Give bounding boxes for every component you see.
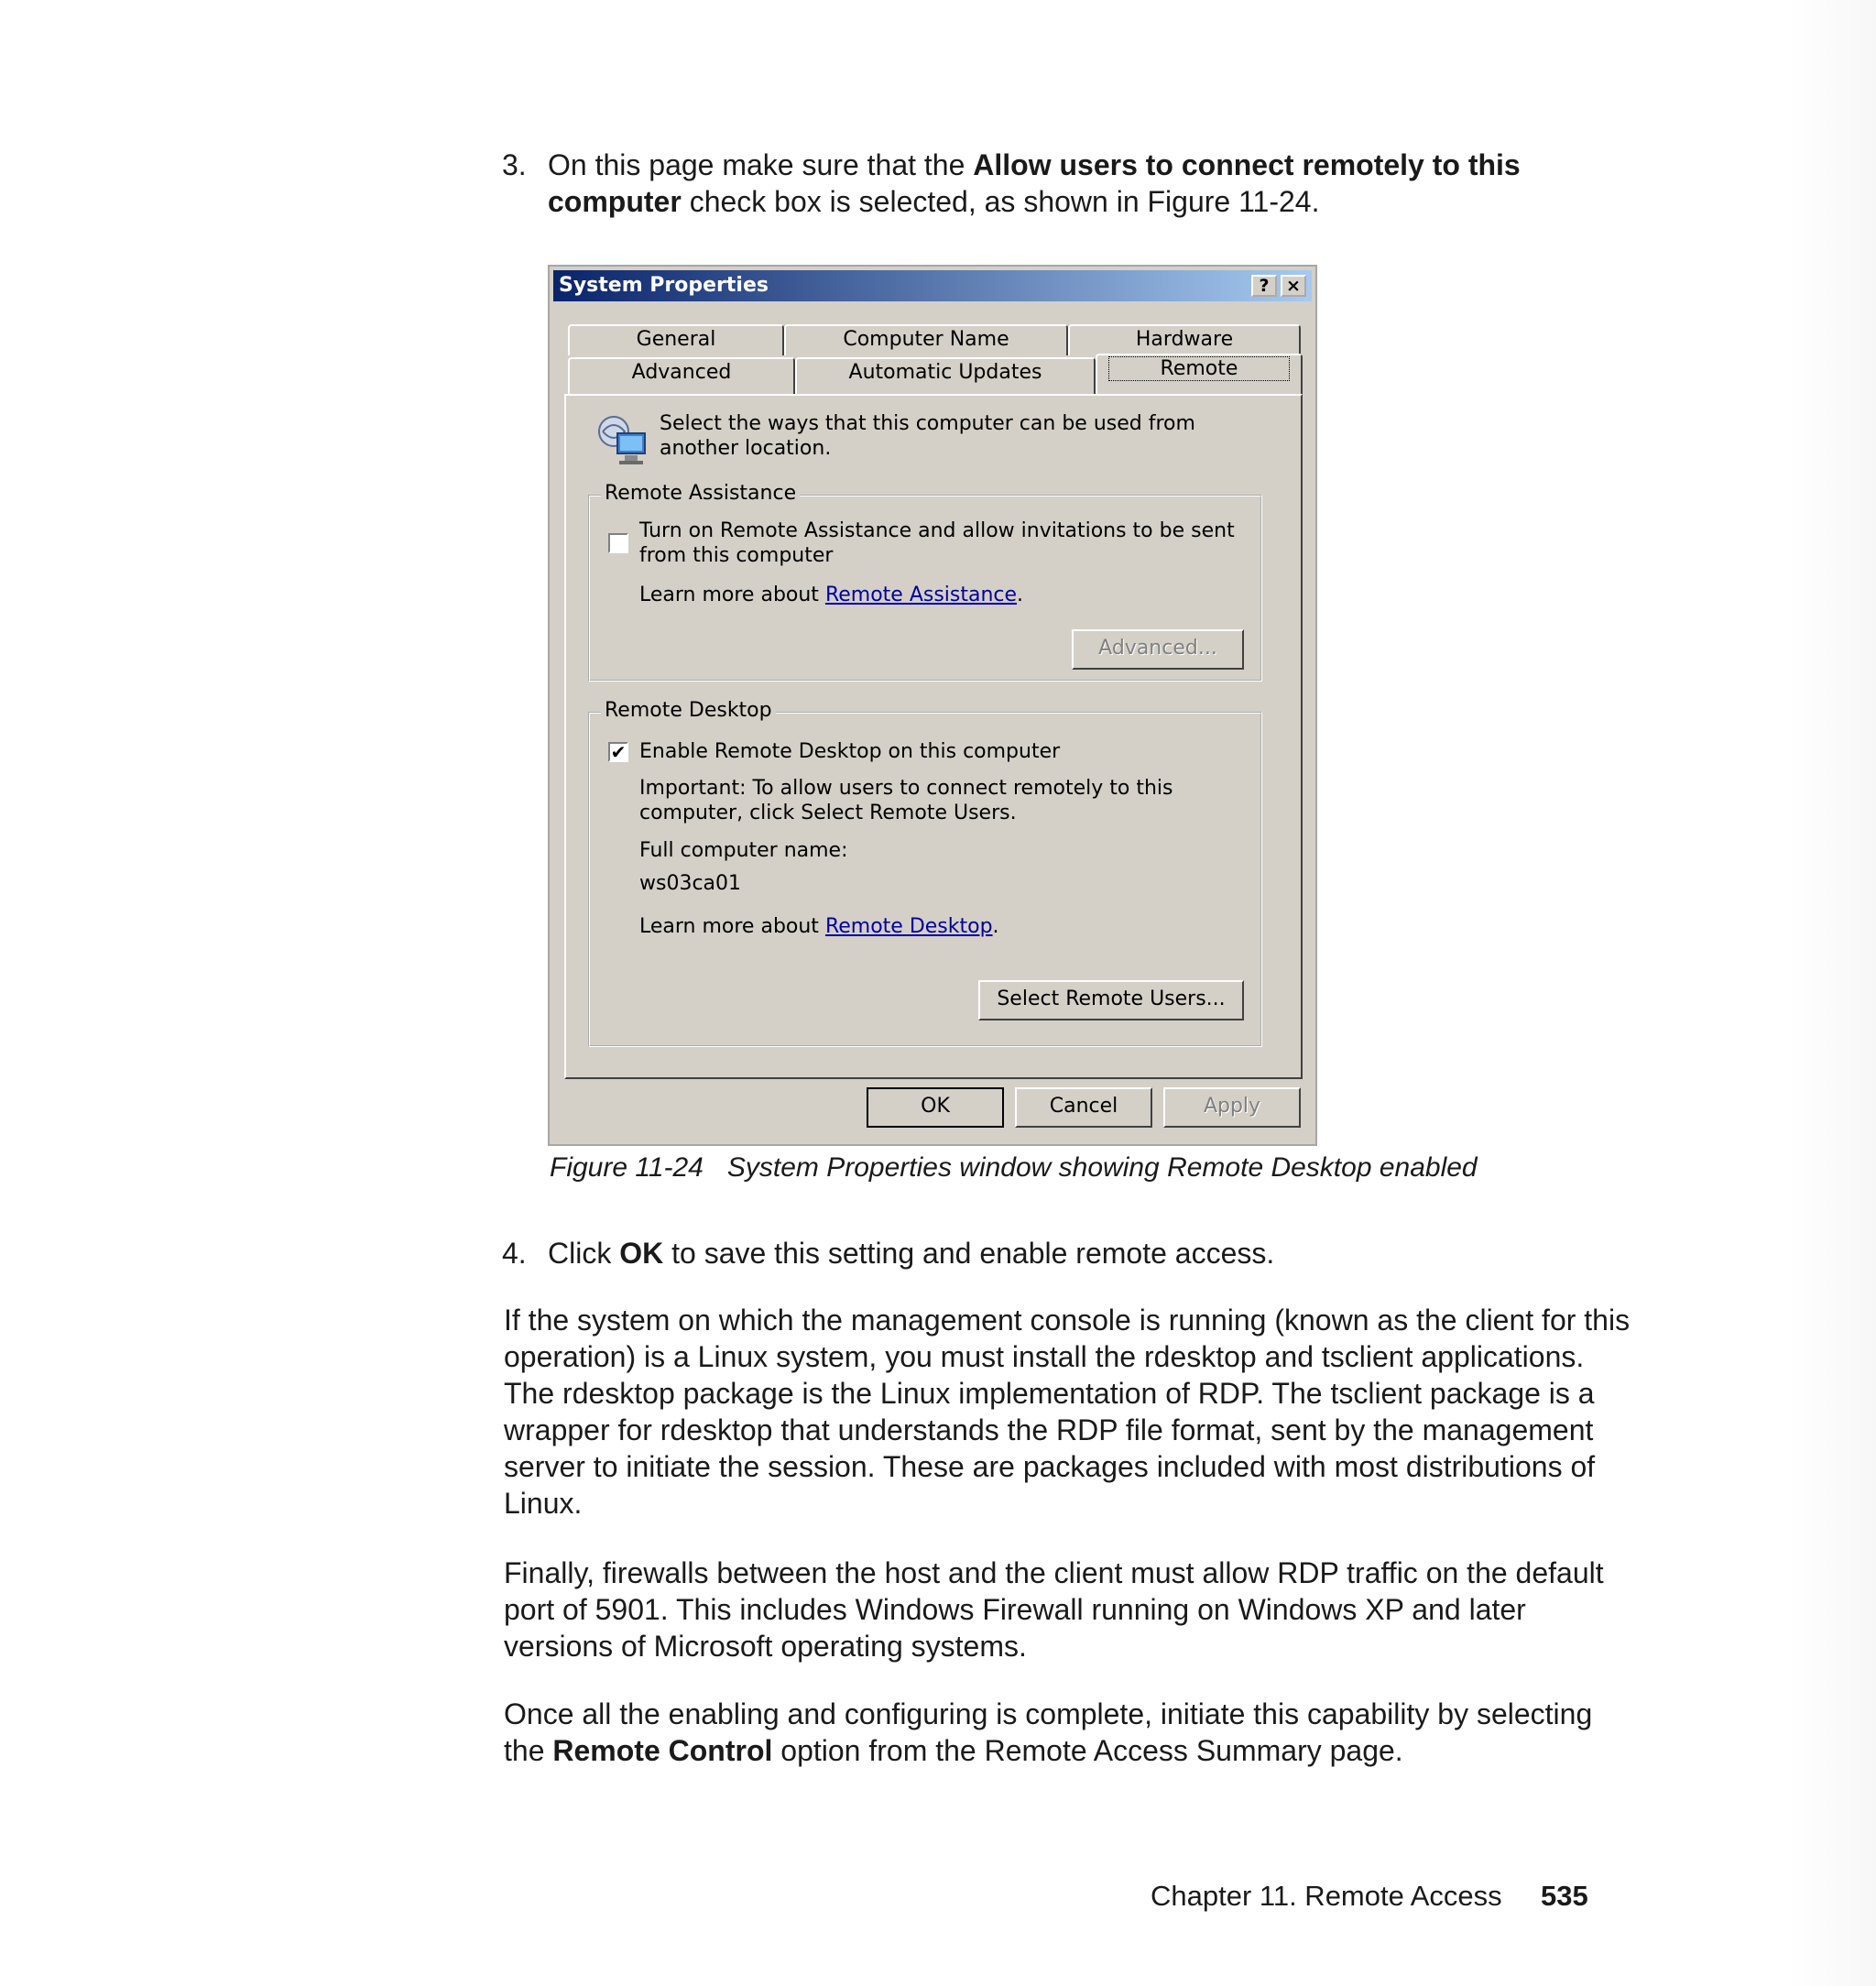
system-properties-dialog [548, 265, 1317, 1146]
remote-assistance-checkbox-label[interactable]: Turn on Remote Assistance and allow invitations to be sent from this computer [639, 519, 1235, 567]
step-4 [502, 1235, 1601, 1271]
close-button[interactable]: × [1281, 275, 1306, 297]
remote-desktop-link[interactable]: Remote Desktop [824, 915, 993, 938]
intro-text: Select the ways that this computer can be used from another location. [660, 412, 1195, 460]
title-bar[interactable] [553, 270, 1312, 301]
enable-remote-desktop-label[interactable]: Enable Remote Desktop on this computer [639, 740, 1061, 763]
step-3 [502, 147, 1601, 220]
step-text-bold: OK [619, 1237, 664, 1270]
tab-hardware[interactable]: Hardware [1068, 324, 1301, 355]
apply-button[interactable]: Apply [1163, 1087, 1301, 1128]
enable-remote-desktop-checkbox[interactable]: ✔ [608, 742, 628, 762]
full-computer-name-value: ws03ca01 [639, 872, 742, 895]
caption-text: System Properties window showing Remote Desktop enabled [726, 1152, 1478, 1183]
page-edge-shade [1786, 0, 1876, 1986]
step-text-post: to save this setting and enable remote access. [663, 1237, 1275, 1270]
tab-computer-name[interactable]: Computer Name [784, 324, 1068, 355]
tab-remote[interactable] [1096, 354, 1303, 396]
full-computer-name-label: Full computer name: [639, 839, 848, 862]
learn-more-prefix: Learn more about [639, 915, 825, 938]
remote-computer-icon [594, 411, 652, 470]
remote-desktop-label: Remote Desktop [601, 699, 776, 722]
step-text [548, 1235, 1629, 1271]
figure-caption [550, 1152, 1478, 1184]
remote-assistance-checkbox[interactable] [608, 533, 628, 553]
remote-assistance-link[interactable]: Remote Assistance [824, 584, 1018, 606]
caption-label: Figure 11-24 [550, 1152, 704, 1183]
step-number: 4. [502, 1237, 527, 1270]
learn-more-suffix: . [992, 915, 999, 938]
paragraph-remote-control [504, 1696, 1631, 1769]
important-note: Important: To allow users to connect remotely to this computer, click Select Remote Users. [639, 777, 1173, 824]
tab-advanced[interactable]: Advanced [568, 357, 795, 394]
tab-automatic-updates[interactable]: Automatic Updates [795, 357, 1096, 394]
dialog-title: System Properties [559, 274, 769, 297]
ok-button[interactable]: OK [867, 1087, 1004, 1128]
learn-more-prefix: Learn more about [639, 584, 825, 606]
step-number: 3. [502, 148, 527, 181]
tab-remote-label: Remote [1108, 356, 1291, 381]
remote-desktop-learn-more [639, 914, 999, 939]
tab-general[interactable]: General [568, 324, 784, 355]
step-text-bold: Allow users to connect remotely to this computer [548, 148, 1521, 218]
footer-chapter: Chapter 11. Remote Access [1151, 1880, 1502, 1912]
page-number: 535 [1541, 1880, 1588, 1912]
select-remote-users-button[interactable]: Select Remote Users... [978, 980, 1244, 1020]
para-text-pre: Once all the enabling and configuring is complete, initiate this capability by selecting the [504, 1697, 1593, 1767]
paragraph-firewalls: Finally, firewalls between the host and the client must allow RDP traffic on the default port of 5901. This includes Windows Firewall running on Windows XP and later versions of Microsoft operating systems. [504, 1556, 1604, 1663]
remote-assistance-label: Remote Assistance [601, 482, 800, 505]
step-text-post: check box is selected, as shown in Figure 11-24. [681, 185, 1320, 218]
step-text-pre: Click [548, 1237, 620, 1270]
step-text-pre: On this page make sure that the [548, 148, 974, 181]
para-text-bold: Remote Control [552, 1734, 773, 1767]
learn-more-suffix: . [1017, 584, 1024, 606]
paragraph-linux-client: If the system on which the management console is running (known as the client for this operation) is a Linux system, you must install the rdesktop and tsclient applications. The rdesktop package is the Linux implementation of RDP. The tsclient package is a wrapper for rdesktop that understands the RDP file format, sent by the management server to initiate the session. These are packages included with most distributions of Linux. [504, 1304, 1631, 1520]
step-text [548, 147, 1629, 220]
help-button[interactable]: ? [1251, 275, 1277, 297]
remote-assistance-learn-more [639, 583, 1023, 607]
cancel-button[interactable]: Cancel [1015, 1087, 1152, 1128]
advanced-button[interactable]: Advanced... [1072, 629, 1244, 670]
para-text-post: option from the Remote Access Summary page. [772, 1734, 1403, 1767]
